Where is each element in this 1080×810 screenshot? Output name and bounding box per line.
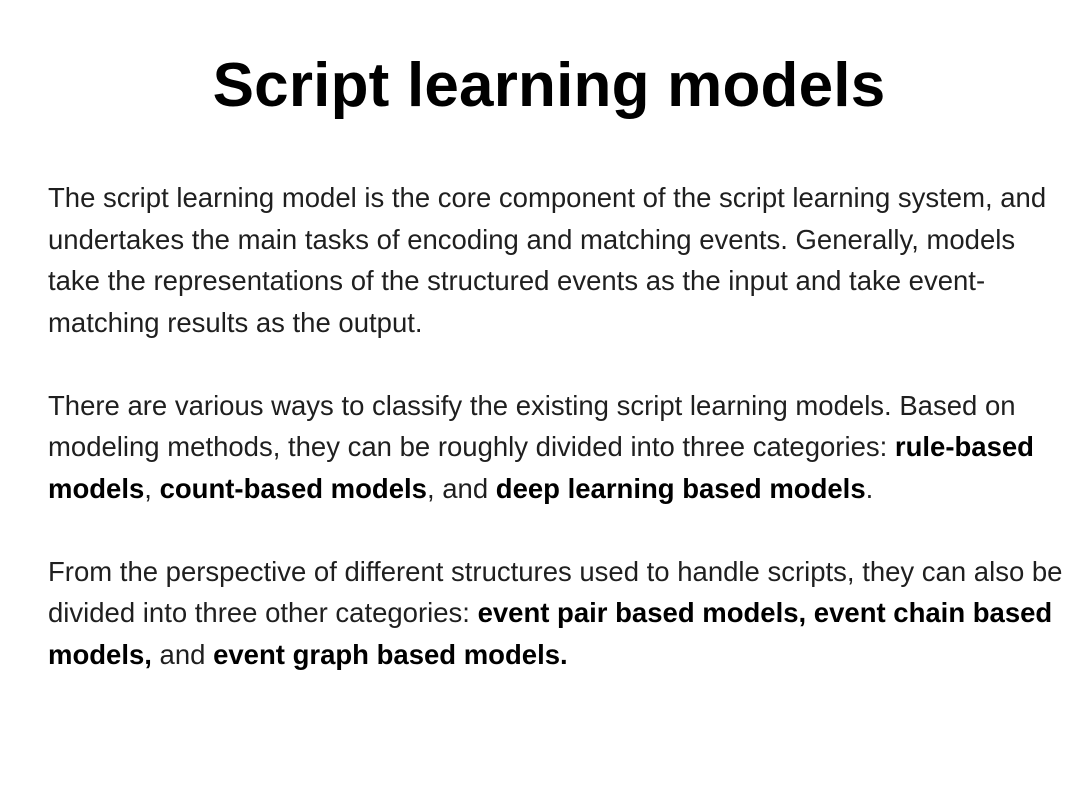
paragraph-structure-categories — [48, 551, 1068, 676]
paragraph-model-definition — [48, 177, 1068, 343]
separator-text: , — [144, 472, 160, 504]
conjunction-text: , and — [426, 472, 496, 504]
term-pair-and-chain-models: event pair based models, event chain based models, — [48, 597, 1053, 670]
slide-body — [48, 177, 1068, 717]
period-text: . — [865, 472, 874, 504]
paragraph-text: From the perspective of different structures used to handle scripts, they can also be divided into three other categories: — [48, 555, 1063, 628]
term-rule-based-models: rule-based models — [48, 431, 1034, 504]
conjunction-text: and — [151, 638, 214, 670]
paragraph-modeling-methods — [48, 385, 1068, 510]
term-deep-learning-models: deep learning based models — [495, 472, 866, 504]
term-count-based-models: count-based models — [159, 472, 427, 504]
paragraph-text: There are various ways to classify the existing script learning models. Based on modeling methods, they can be roughly divided into three categories: — [48, 389, 1016, 462]
paragraph-text: The script learning model is the core component of the script learning system, and undertakes the main tasks of encoding and matching events. Generally, models take the representations of the structured events as the input and take event-matching results as the output. — [48, 182, 1047, 338]
slide-title: Script learning models — [212, 51, 886, 120]
term-event-graph-models: event graph based models. — [213, 638, 568, 670]
